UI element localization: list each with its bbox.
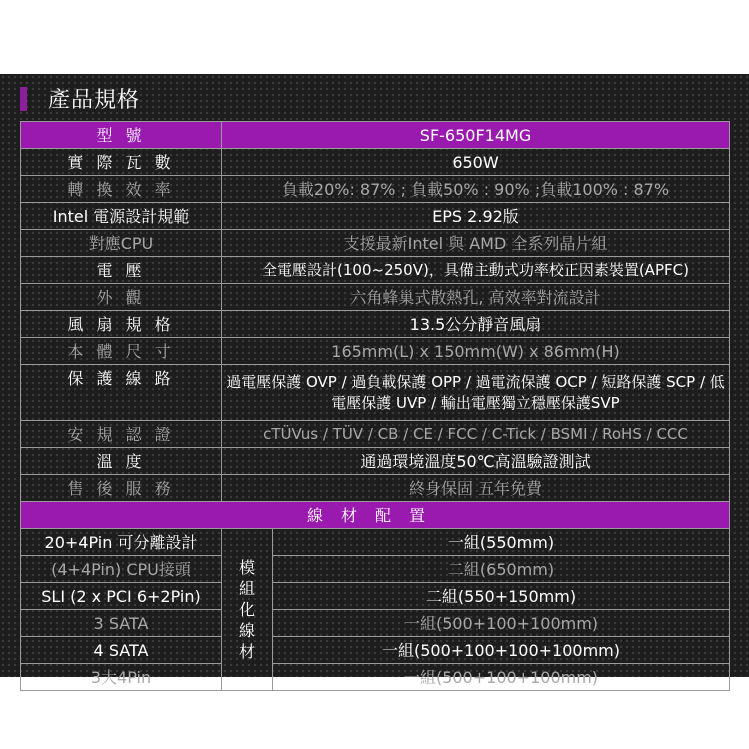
spec-row xyxy=(21,284,730,311)
model-label: 型 號 xyxy=(21,122,222,149)
spec-label: 售 後 服 務 xyxy=(21,475,222,502)
cable-label: 3大4Pin xyxy=(21,664,222,691)
cable-row xyxy=(21,664,730,691)
modular-char: 組 xyxy=(238,579,255,598)
spec-row xyxy=(21,475,730,502)
cable-value: 一組(500+100+100+100mm) xyxy=(273,637,730,664)
spec-label: 對應CPU xyxy=(21,230,222,257)
spec-row xyxy=(21,203,730,230)
section-title: 產品規格 xyxy=(48,88,141,113)
cable-label: SLI (2 x PCI 6+2Pin) xyxy=(21,583,222,610)
cable-row xyxy=(21,583,730,610)
cable-value: 一組(500+100+100mm) xyxy=(273,664,730,691)
cables-header: 線材配置 xyxy=(21,502,730,529)
cable-row xyxy=(21,556,730,583)
spec-row xyxy=(21,311,730,338)
cables-header-row xyxy=(21,502,730,529)
spec-value: 165mm(L) x 150mm(W) x 86mm(H) xyxy=(222,338,730,365)
spec-label: 風 扇 規 格 xyxy=(21,311,222,338)
spec-row xyxy=(21,448,730,475)
spec-label: Intel 電源設計規範 xyxy=(21,203,222,230)
spec-value: 13.5公分靜音風扇 xyxy=(222,311,730,338)
spec-label: 電 壓 xyxy=(21,257,222,284)
model-value: SF-650F14MG xyxy=(222,122,730,149)
cable-value: 二組(550+150mm) xyxy=(273,583,730,610)
spec-label: 本 體 尺 寸 xyxy=(21,338,222,365)
title-accent-bar xyxy=(20,87,27,111)
spec-row xyxy=(21,176,730,203)
spec-label: 轉 換 效 率 xyxy=(21,176,222,203)
cable-row xyxy=(21,529,730,556)
spec-label: 實 際 瓦 數 xyxy=(21,149,222,176)
spec-row xyxy=(21,421,730,448)
modular-cable-label xyxy=(222,529,273,691)
cable-row xyxy=(21,637,730,664)
modular-char: 模 xyxy=(238,558,255,577)
spec-label: 安 規 認 證 xyxy=(21,421,222,448)
spec-table xyxy=(20,121,730,691)
spec-row xyxy=(21,257,730,284)
cable-value: 二組(650mm) xyxy=(273,556,730,583)
spec-value: 終身保固 五年免費 xyxy=(222,475,730,502)
spec-value: 六角蜂巢式散熱孔, 高效率對流設計 xyxy=(222,284,730,311)
cable-row xyxy=(21,610,730,637)
spec-value: 支援最新Intel 與 AMD 全系列晶片組 xyxy=(222,230,730,257)
spec-row xyxy=(21,149,730,176)
cable-label: 4 SATA xyxy=(21,637,222,664)
spec-row xyxy=(21,365,730,421)
spec-value: 650W xyxy=(222,149,730,176)
spec-value: cTÜVus / TÜV / CB / CE / FCC / C-Tick / BSMI / RoHS / CCC xyxy=(222,421,730,448)
modular-char: 線 xyxy=(238,621,255,640)
modular-char: 材 xyxy=(238,642,255,661)
spec-label: 保 護 線 路 xyxy=(21,365,222,421)
spec-value: EPS 2.92版 xyxy=(222,203,730,230)
cable-label: 20+4Pin 可分離設計 xyxy=(21,529,222,556)
spec-label: 外 觀 xyxy=(21,284,222,311)
cable-value: 一組(500+100+100mm) xyxy=(273,610,730,637)
spec-value: 通過環境溫度50℃高溫驗證測試 xyxy=(222,448,730,475)
spec-value: 過電壓保護 OVP / 過負載保護 OPP / 過電流保護 OCP / 短路保護 SCP / 低電壓保護 UVP / 輸出電壓獨立穩壓保護SVP xyxy=(222,365,730,421)
cable-label: 3 SATA xyxy=(21,610,222,637)
spec-value: 負載20%: 87% ; 負載50% : 90% ;負載100% : 87% xyxy=(222,176,730,203)
modular-char: 化 xyxy=(238,600,255,619)
cable-label: (4+4Pin) CPU接頭 xyxy=(21,556,222,583)
spec-value: 全電壓設計(100~250V)，具備主動式功率校正因素裝置(APFC) xyxy=(222,257,730,284)
spec-row xyxy=(21,230,730,257)
cable-value: 一組(550mm) xyxy=(273,529,730,556)
spec-row xyxy=(21,338,730,365)
model-row xyxy=(21,122,730,149)
spec-label: 溫 度 xyxy=(21,448,222,475)
